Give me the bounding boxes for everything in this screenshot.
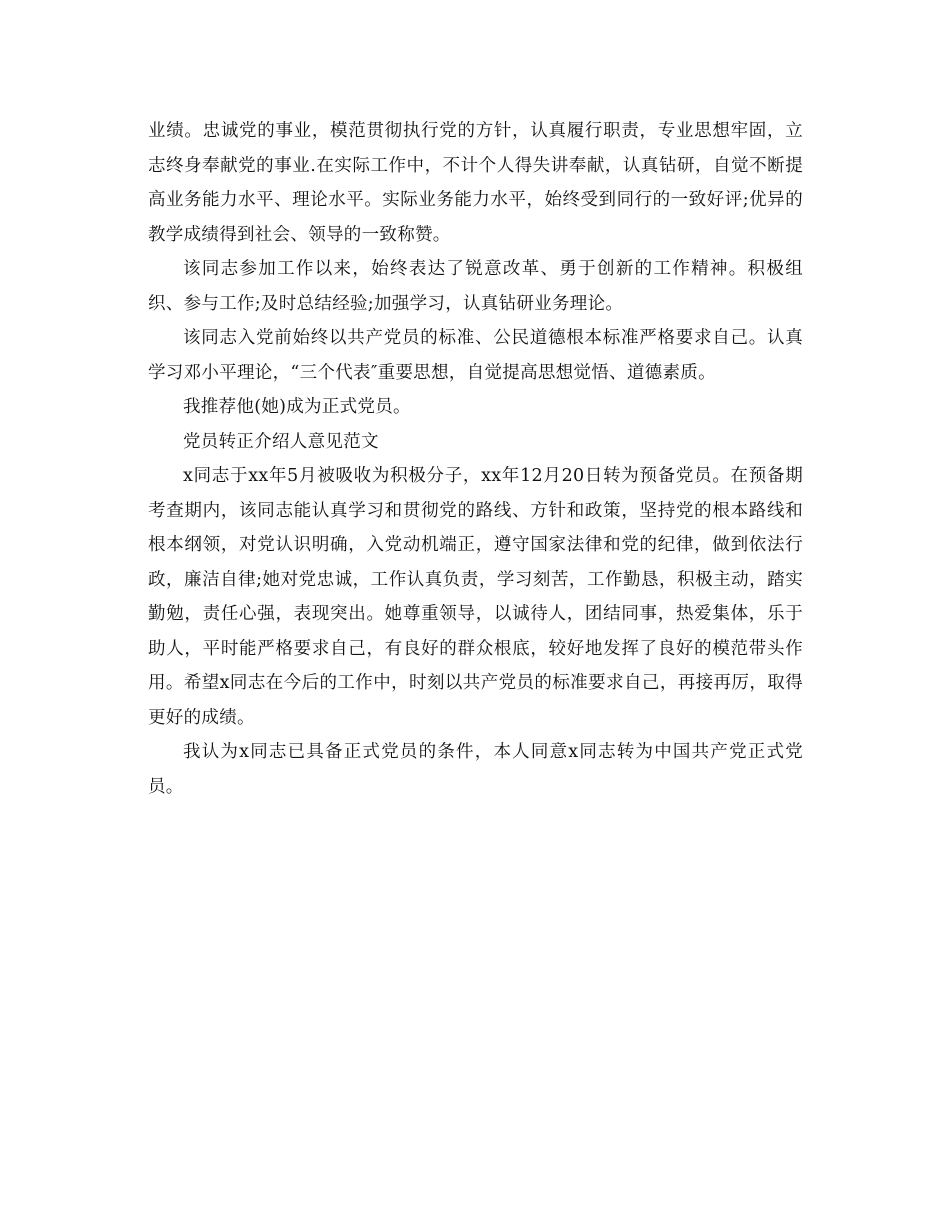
paragraph-recommendation: 我推荐他(她)成为正式党员。 xyxy=(183,397,411,417)
paragraph-probation-review: x同志于xx年5月被吸收为积极分子，xx年12月20日转为预备党员。在预备期考查期内，该同志能认真学习和贯彻党的路线、方针和政策，坚持党的根本路线和根本纲领，对党认识明确，入党动机端正，遵守国家法律和党的纪律，做到依法行政，廉洁自律;她对党忠诚，工作认真负责，学习刻苦，工作勤恳，积极主动，踏实勤勉，责任心强，表现突出。她尊重领导，以诚待人，团结同事，热爱集体，乐于助人，平时能严格要求自己，有良好的群众根底，较好地发挥了良好的模范带头作用。希望x同志在今后的工作中，时刻以共产党员的标准要求自己，再接再厉，取得更好的成绩。 xyxy=(148,466,803,728)
document-body xyxy=(148,114,803,804)
paragraph-continuation: 业绩。忠诚党的事业，模范贯彻执行党的方针，认真履行职责，专业思想牢固，立志终身奉献党的事业.在实际工作中，不计个人得失讲奉献，认真钻研，自觉不断提高业务能力水平、理论水平。实际业务能力水平，始终受到同行的一致好评;优异的教学成绩得到社会、领导的一致称赞。 xyxy=(148,121,803,245)
paragraph-party-standards: 该同志入党前始终以共产党员的标准、公民道德根本标准严格要求自己。认真学习邓小平理论，“三个代表″重要思想，自觉提高思想觉悟、道德素质。 xyxy=(148,328,803,383)
paragraph-conclusion: 我认为x同志已具备正式党员的条件，本人同意x同志转为中国共产党正式党员。 xyxy=(148,742,803,797)
section-heading: 党员转正介绍人意见范文 xyxy=(183,431,379,452)
paragraph-work-spirit: 该同志参加工作以来，始终表达了锐意改革、勇于创新的工作精神。积极组织、参与工作;及时总结经验;加强学习，认真钻研业务理论。 xyxy=(148,259,803,314)
